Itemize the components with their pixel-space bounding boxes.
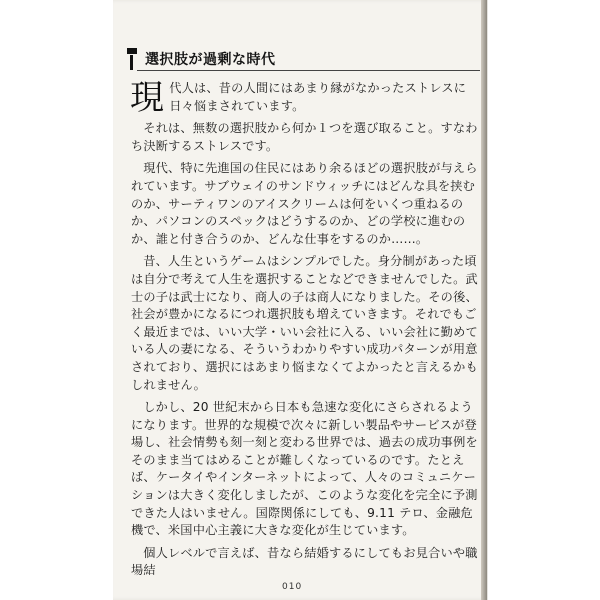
heading-marker-icon xyxy=(127,48,137,70)
paragraph-5: しかし、20 世紀末から日本も急速な変化にさらされるようになります。世界的な規模で次々に新しい製品やサービスが登場し、社会情勢も刻一刻と変わる世界では、過去の成功事例をそのまま当てはめることが難しくなっているのです。たとえば、ケータイやインターネットによって、人々のコミュニケーションは大きく変化しましたが、このような変化を完全に予測できた人はいません。国際関係にしても、9.11 テロ、金融危機で、米国中心主義に大きな変化が生じています。 xyxy=(131,400,478,538)
book-spine xyxy=(481,0,487,600)
drop-cap: 現 xyxy=(130,78,165,118)
body-text xyxy=(131,80,481,585)
paragraph-1-text: 代人は、昔の人間にはあまり縁がなかったストレスに日々悩まされています。 xyxy=(169,81,467,113)
paragraph-1 xyxy=(130,78,481,118)
section-title: 選択肢が過剰な時代 xyxy=(145,52,276,68)
paragraph-6: 個人レベルで言えば、昔なら結婚するにしてもお見合いや職場結 xyxy=(131,545,478,578)
paragraph-4: 昔、人生というゲームはシンプルでした。身分制があった頃は自分で考えて人生を選択することなどできませんでした。武士の子は武士になり、商人の子は商人になりました。その後、社会が豊かになるにつれ選択肢も増えていきます。それでもごく最近までは、いい大学・いい会社に入る、いい会社に勤めている人の妻になる、そういうわかりやすい成功パターンが用意されており、選択にはあまり悩まなくてよかったと言えるかもしれません。 xyxy=(131,254,478,392)
paragraph-3: 現代、特に先進国の住民にはあり余るほどの選択肢が与えられています。サブウェイのサンドウィッチにはどんな具を挟むのか、サーティワンのアイスクリームは何をいくつ重ねるのか、パソコンのスペックはどうするのか、どの学校に進むのか、誰と付き合うのか、どんな仕事をするのか……。 xyxy=(131,161,478,246)
page-number: 010 xyxy=(282,582,303,592)
section-heading xyxy=(127,48,477,70)
paragraph-2: それは、無数の選択肢から何か１つを選び取ること。すなわち決断するストレスです。 xyxy=(131,121,478,153)
heading-underline xyxy=(137,70,480,71)
